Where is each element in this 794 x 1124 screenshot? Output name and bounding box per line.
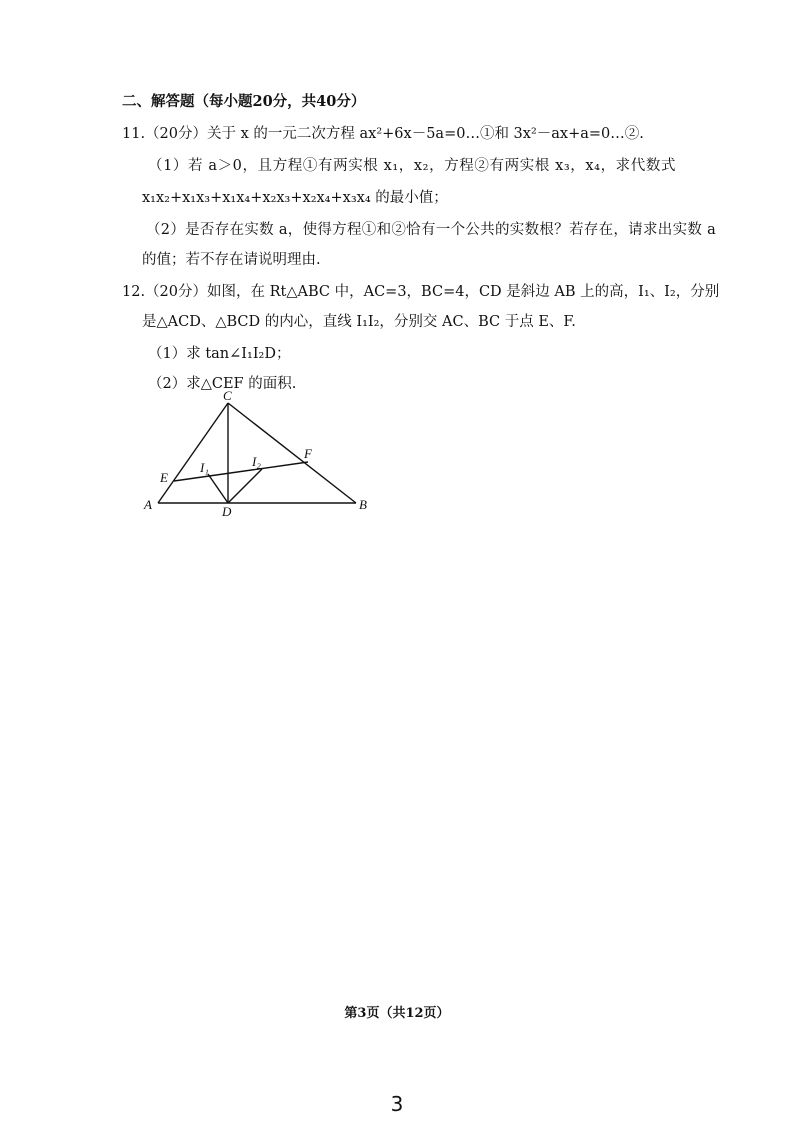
question-11-part1-line1: （1）若 a＞0，且方程①有两实根 x₁，x₂，方程②有两实根 x₃，x₄，求代数式 (148, 158, 677, 174)
segment-BC (228, 403, 356, 503)
question-12-part1: （1）求 tan∠I₁I₂D； (148, 346, 291, 362)
question-11-part2-line1: （2）是否存在实数 a，使得方程①和②恰有一个公共的实数根？若存在，请求出实数 a (146, 222, 717, 238)
question-12-stem-line1: 12.（20分）如图，在 Rt△ABC 中，AC=3，BC=4，CD 是斜边 AB 上的高，I₁、I₂，分别 (122, 284, 720, 300)
label-E: E (160, 470, 168, 485)
line-EF (174, 462, 308, 481)
segment-I2D (228, 469, 262, 503)
question-12-part2: （2）求△CEF 的面积. (148, 376, 297, 392)
label-B: B (359, 497, 367, 512)
question-11-stem: 11.（20分）关于 x 的一元二次方程 ax²+6x－5a=0…①和 3x²－ax+a=0…②. (122, 126, 644, 142)
label-A: A (144, 497, 152, 512)
question-11-part1-line2: x₁x₂+x₁x₃+x₁x₄+x₂x₃+x₂x₄+x₃x₄ 的最小值； (142, 190, 448, 206)
section-title: 二、解答题（每小题20分，共40分） (122, 93, 366, 110)
triangle-figure (130, 388, 380, 518)
question-11-part2-line2: 的值；若不存在请说明理由. (142, 252, 321, 268)
label-I2: I₂ (252, 454, 261, 469)
page-footer: 第3页（共12页） (344, 1006, 450, 1021)
label-I1: I₁ (200, 460, 209, 475)
segment-I1D (208, 474, 228, 503)
label-F: F (304, 446, 312, 461)
page-number: 3 (390, 1092, 404, 1116)
figure-lines (158, 403, 356, 503)
label-C: C (223, 388, 232, 403)
label-D: D (222, 504, 232, 518)
question-12-stem-line2: 是△ACD、△BCD 的内心，直线 I₁I₂，分别交 AC、BC 于点 E、F. (142, 314, 576, 330)
